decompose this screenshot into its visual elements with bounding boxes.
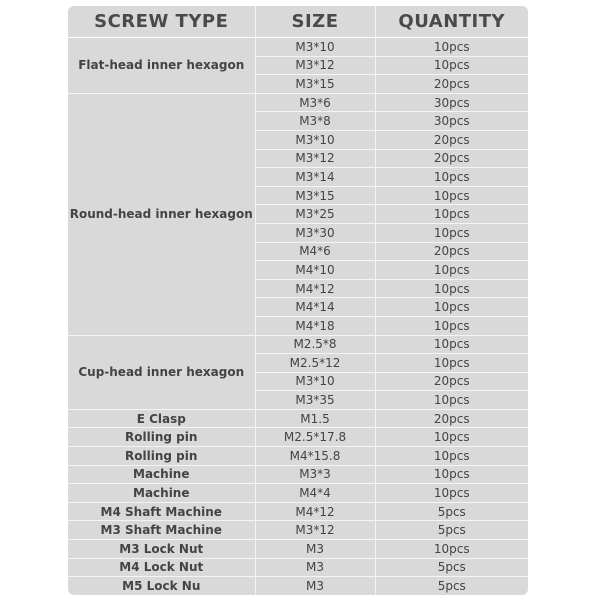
size-cell: M3*35 <box>255 391 375 410</box>
screw-type-cell: Machine <box>68 465 255 484</box>
size-cell: M3*15 <box>255 186 375 205</box>
size-cell: M2.5*17.8 <box>255 428 375 447</box>
quantity-cell: 10pcs <box>375 56 528 75</box>
screw-type-cell: M4 Lock Nut <box>68 558 255 577</box>
screw-type-cell: Rolling pin <box>68 447 255 466</box>
quantity-cell: 20pcs <box>375 130 528 149</box>
table-row <box>68 447 528 466</box>
size-cell: M3*12 <box>255 149 375 168</box>
size-cell: M3*30 <box>255 223 375 242</box>
quantity-cell: 10pcs <box>375 279 528 298</box>
size-cell: M3*8 <box>255 112 375 131</box>
size-cell: M4*12 <box>255 279 375 298</box>
quantity-cell: 10pcs <box>375 205 528 224</box>
screw-type-cell: E Clasp <box>68 409 255 428</box>
table-row <box>68 502 528 521</box>
size-cell: M3*10 <box>255 372 375 391</box>
quantity-cell: 10pcs <box>375 261 528 280</box>
screw-table-card <box>68 6 528 595</box>
table-row <box>68 465 528 484</box>
table-row <box>68 428 528 447</box>
quantity-cell: 30pcs <box>375 93 528 112</box>
table-row <box>68 577 528 595</box>
size-cell: M2.5*12 <box>255 354 375 373</box>
screw-type-cell: Machine <box>68 484 255 503</box>
quantity-cell: 30pcs <box>375 112 528 131</box>
quantity-cell: 10pcs <box>375 168 528 187</box>
screw-type-cell: Flat-head inner hexagon <box>68 38 255 94</box>
screw-type-cell: Rolling pin <box>68 428 255 447</box>
quantity-cell: 10pcs <box>375 465 528 484</box>
size-cell: M3*6 <box>255 93 375 112</box>
table-row <box>68 38 528 57</box>
size-cell: M3 <box>255 558 375 577</box>
table-row <box>68 521 528 540</box>
quantity-cell: 20pcs <box>375 75 528 94</box>
size-cell: M4*15.8 <box>255 447 375 466</box>
quantity-cell: 5pcs <box>375 521 528 540</box>
quantity-cell: 10pcs <box>375 298 528 317</box>
header-row <box>68 6 528 38</box>
quantity-cell: 10pcs <box>375 186 528 205</box>
quantity-cell: 5pcs <box>375 502 528 521</box>
header-quantity: QUANTITY <box>375 6 528 38</box>
size-cell: M4*18 <box>255 316 375 335</box>
screw-type-cell: M4 Shaft Machine <box>68 502 255 521</box>
table-body <box>68 38 528 596</box>
header-size: SIZE <box>255 6 375 38</box>
size-cell: M4*14 <box>255 298 375 317</box>
table-row <box>68 335 528 354</box>
table-row <box>68 540 528 559</box>
screw-type-cell: M3 Lock Nut <box>68 540 255 559</box>
table-row <box>68 93 528 112</box>
size-cell: M3 <box>255 540 375 559</box>
quantity-cell: 10pcs <box>375 428 528 447</box>
screw-type-cell: M5 Lock Nu <box>122 579 201 594</box>
quantity-cell: 5pcs <box>375 558 528 577</box>
quantity-cell: 20pcs <box>375 372 528 391</box>
screw-type-cell: Round-head inner hexagon <box>68 93 255 335</box>
screw-type-cell: M3 Shaft Machine <box>68 521 255 540</box>
quantity-cell: 20pcs <box>375 409 528 428</box>
size-cell: M3*10 <box>255 38 375 57</box>
size-cell: M3*14 <box>255 168 375 187</box>
size-cell: M4*10 <box>255 261 375 280</box>
size-cell: M1.5 <box>255 409 375 428</box>
quantity-cell: 5pcs <box>375 577 528 595</box>
quantity-cell: 10pcs <box>375 223 528 242</box>
quantity-cell: 10pcs <box>375 335 528 354</box>
table-row <box>68 409 528 428</box>
size-cell: M4*4 <box>255 484 375 503</box>
quantity-cell: 10pcs <box>375 316 528 335</box>
size-cell: M3*3 <box>255 465 375 484</box>
size-cell: M3 <box>255 577 375 595</box>
quantity-cell: 10pcs <box>375 447 528 466</box>
size-cell: M3*10 <box>255 130 375 149</box>
quantity-cell: 20pcs <box>375 242 528 261</box>
quantity-cell: 10pcs <box>375 391 528 410</box>
header-screw-type: SCREW TYPE <box>68 6 255 38</box>
quantity-cell: 10pcs <box>375 354 528 373</box>
size-cell: M2.5*8 <box>255 335 375 354</box>
quantity-cell: 10pcs <box>375 540 528 559</box>
quantity-cell: 20pcs <box>375 149 528 168</box>
table-row <box>68 558 528 577</box>
size-cell: M3*12 <box>255 521 375 540</box>
quantity-cell: 10pcs <box>375 38 528 57</box>
size-cell: M3*12 <box>255 56 375 75</box>
quantity-cell: 10pcs <box>375 484 528 503</box>
size-cell: M3*15 <box>255 75 375 94</box>
size-cell: M3*25 <box>255 205 375 224</box>
table-row <box>68 484 528 503</box>
screw-type-cell: Cup-head inner hexagon <box>68 335 255 409</box>
size-cell: M4*6 <box>255 242 375 261</box>
size-cell: M4*12 <box>255 502 375 521</box>
screw-table <box>68 6 528 595</box>
